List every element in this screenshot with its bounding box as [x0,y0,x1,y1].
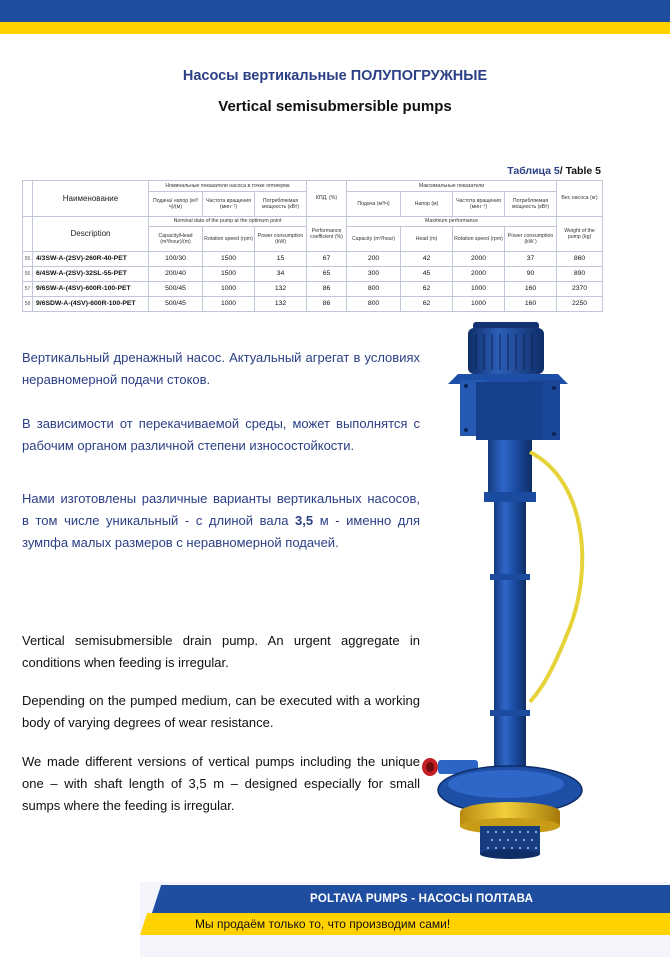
header-max-en: Maximum performance [347,217,557,227]
table-caption [507,165,601,177]
row-max-speed: 2000 [453,252,505,267]
description-ru-p3 [22,488,420,554]
header-blank-en [23,217,33,252]
header-max-speed-en: Rotation speed (rpm) [453,227,505,252]
row-max-flow: 300 [347,267,401,282]
header-stripe-yellow [0,22,670,34]
row-speed: 1000 [203,282,255,297]
header-efficiency-ru: КПД, (%) [307,181,347,217]
header-flow-head-ru: Подача/ напор (м³/ч)/(м) [149,192,203,217]
header-description-en: Description [33,217,149,252]
header-power-en: Power consumption (kW) [255,227,307,252]
row-efficiency: 86 [307,297,347,312]
header-speed-en: Rotation speed (rpm) [203,227,255,252]
row-flow-head: 500/45 [149,282,203,297]
vertical-pump-image [418,312,608,860]
header-max-flow-ru: Подача (м³/ч) [347,192,401,217]
row-number: 58 [23,297,33,312]
row-model: 4/3SW-A-(2SV)-260R-40-PET [33,252,149,267]
description-en-p2: Depending on the pumped medium, can be executed with a working body of varying degrees of wear resistance. [22,693,420,730]
table-caption-ru: Таблица 5 [507,165,560,177]
header-stripe-blue [0,0,670,22]
row-speed: 1000 [203,297,255,312]
row-max-speed: 1000 [453,282,505,297]
footer-slogan: Мы продаём только то, что производим сами! [195,917,451,931]
header-max-head-en: Head (m) [401,227,453,252]
description-en-p3: We made different versions of vertical pumps including the unique one – with shaft length of 3,5 m – designed especially for small sumps where the feeding is irregular. [22,754,420,813]
row-number: 57 [23,282,33,297]
header-max-capacity-en: Capacity (m³/hour) [347,227,401,252]
row-efficiency: 65 [307,267,347,282]
row-efficiency: 67 [307,252,347,267]
row-weight: 2250 [557,297,603,312]
row-power: 15 [255,252,307,267]
row-max-head: 42 [401,252,453,267]
footer-company-name: POLTAVA PUMPS - НАСОСЫ ПОЛТАВА [310,893,534,905]
row-max-power: 160 [505,282,557,297]
row-flow-head: 100/30 [149,252,203,267]
row-max-power: 37 [505,252,557,267]
header-max-ru: Максимальные показатели [347,181,557,192]
row-max-power: 90 [505,267,557,282]
row-max-flow: 800 [347,297,401,312]
row-efficiency: 86 [307,282,347,297]
header-efficiency-en: Performance coefficient (%) [307,217,347,252]
row-model: 9/6SDW-A-(4SV)-600R-100-PET [33,297,149,312]
row-model: 6/4SW-A-(2SV)-32SL-55-PET [33,267,149,282]
header-name-ru: Наименование [33,181,149,217]
header-nominal-ru: Номинальные показатели насоса в точке оптимума [149,181,307,192]
shaft-length-value: 3,5 [295,513,314,528]
header-speed-ru: Частота вращения (мин⁻¹) [203,192,255,217]
row-flow-head: 500/45 [149,297,203,312]
row-max-head: 62 [401,282,453,297]
description-en-p1: Vertical semisubmersible drain pump. An urgent aggregate in conditions when feeding is irregular. [22,633,420,670]
header-max-speed-ru: Частота вращения (мин⁻¹) [453,192,505,217]
description-ru-p3-start: Нами изготовлены различные варианты вертикальных насосов, в том числе уникальный - с длиной вала [22,491,420,528]
row-max-power: 160 [505,297,557,312]
description-ru-p2: В зависимости от перекачиваемой среды, может выполнятся с рабочим органом различной степени износостойкости. [22,416,420,453]
description-ru-p1: Вертикальный дренажный насос. Актуальный агрегат в условиях неравномерной подачи стоков. [22,350,420,387]
header-max-power-ru: Потребляемая мощность (кВт) [505,192,557,217]
header-weight-ru: Вес насоса (кг) [557,181,603,217]
table-caption-en: / Table 5 [559,165,601,177]
table-row [23,267,603,282]
row-max-flow: 200 [347,252,401,267]
page-title-ru: Насосы вертикальные ПОЛУПОГРУЖНЫЕ [182,68,488,84]
description-ru-p3-end: м - именно для зумпфа малых размеров с неравномерной подачей. [22,513,420,550]
pump-spec-table [22,180,603,312]
row-number: 55 [23,252,33,267]
table-row [23,297,603,312]
page-title-en: Vertical semisubmersible pumps [218,98,452,115]
row-max-speed: 1000 [453,297,505,312]
header-max-power-en: Power consumption (kW ) [505,227,557,252]
row-max-flow: 800 [347,282,401,297]
table-row [23,252,603,267]
row-max-head: 45 [401,267,453,282]
row-power: 34 [255,267,307,282]
header-capacity-head-en: Capacity/Head (m³/hour)/(m) [149,227,203,252]
row-weight: 2370 [557,282,603,297]
row-max-head: 62 [401,297,453,312]
row-speed: 1500 [203,267,255,282]
header-weight-en: Weight of the pump (kg) [557,217,603,252]
header-blank-ru [23,181,33,217]
row-model: 9/6SW-A-(4SV)-600R-100-PET [33,282,149,297]
header-power-ru: Потребляемая мощность (кВт) [255,192,307,217]
row-power: 132 [255,282,307,297]
table-row [23,282,603,297]
row-weight: 890 [557,267,603,282]
row-max-speed: 2000 [453,267,505,282]
header-nominal-en: Nominal data of the pump at the optimum point [149,217,307,227]
row-power: 132 [255,297,307,312]
row-number: 56 [23,267,33,282]
row-weight: 860 [557,252,603,267]
row-flow-head: 200/40 [149,267,203,282]
row-speed: 1500 [203,252,255,267]
header-max-head-ru: Напор (м) [401,192,453,217]
